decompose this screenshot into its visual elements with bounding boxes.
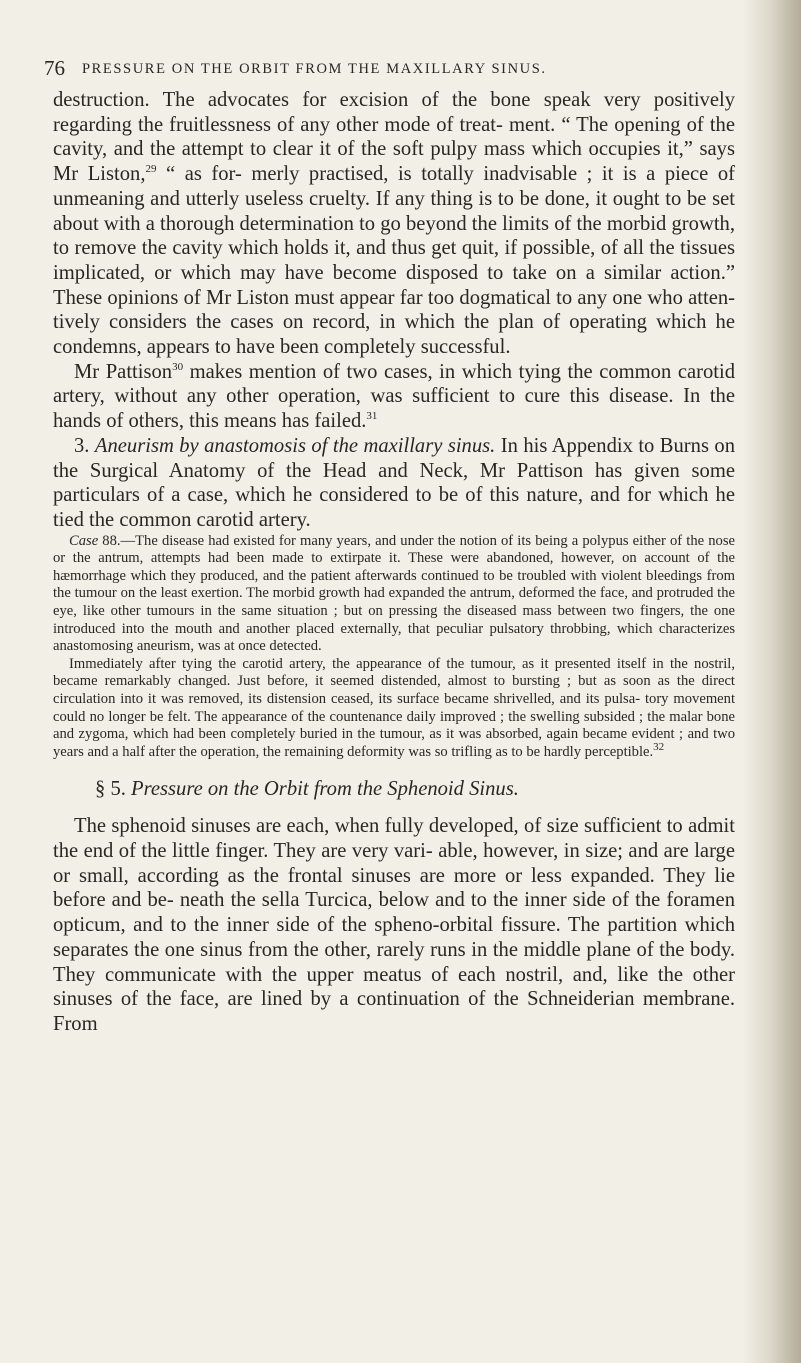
section-number: § 5.	[95, 778, 132, 801]
section-heading	[53, 778, 734, 801]
paragraph-text: destruction. The advocates for excision of the bone speak very positively regarding the fruitlessness of any other mode of treat- ment. “ The opening of the cavity, and the attempt to clear it of the soft pulpy mass which occupies it,” says Mr Liston,	[53, 89, 735, 186]
footnote-ref: 30	[172, 360, 184, 373]
page-number: 76	[44, 56, 65, 80]
footnote-ref: 29	[145, 163, 157, 176]
page-edge-shadow	[743, 0, 801, 1363]
paragraph-aneurism	[53, 434, 735, 533]
case-label: Case	[69, 532, 99, 549]
main-text-2	[53, 814, 735, 1036]
case-report	[53, 533, 735, 762]
case-paragraph-1	[53, 533, 735, 656]
section-title: Pressure on the Orbit from the Sphenoid Sinus.	[131, 778, 519, 801]
book-page	[44, 56, 734, 1037]
paragraph-text: makes mention of two cases, in which tying the common carotid artery, without any other operation, was sufficient to cure this disease. In the hands of others, this means has failed.	[53, 360, 735, 433]
paragraph-pattison	[53, 360, 735, 434]
item-heading: Aneurism by anastomosis of the maxillary sinus.	[94, 434, 496, 457]
paragraph-sphenoid: The sphenoid sinuses are each, when fully developed, of size sufficient to admit the end of the little finger. They are very vari- able, however, in size; and are large or small, according as the frontal sinuses are more or less expanded. They lie before and be- neath the sella Turcica, below and to the inner side of the foramen opticum, and to the inner side of the spheno-orbital fissure. The partition which separates the one sinus from the other, rarely runs in the middle plane of the body. They communicate with the upper meatus of each nostril, and, like the other sinuses of the face, are lined by a continuation of the Schneiderian membrane. From	[53, 815, 735, 1035]
paragraph-text: Mr Pattison	[74, 360, 173, 383]
paragraph-liston	[53, 88, 735, 360]
case-text: 88.—The disease had existed for many years, and under the notion of its being a polypus either of the nose or the antrum, attempts had been made to extirpate it. These were abandoned, however, on account of the hæmorrhage which they produced, and the patient afterwards continued to be troubled with violent bleedings from the tumour on the least exertion. The morbid growth had expanded the antrum, deformed the face, and protruded the eye, like other tumours in the same situation ; but on pressing the diseased mass between two fingers, the one introduced into the mouth and another placed externally, that peculiar pulsatory throbbing, which characterizes anastomosing aneurism, was at once detected.	[53, 532, 735, 655]
item-number: 3.	[74, 434, 95, 457]
paragraph-text: In his Appendix to Burns on the Surgical Anatomy of the Head and Neck, Mr Pattison has given some particulars of a case, which he considered to be of this nature, and for which he tied the common carotid artery.	[53, 434, 736, 531]
case-text: Immediately after tying the carotid artery, the appearance of the tumour, as it presented itself in the nostril, became remarkably changed. Just before, it seemed distended, almost to bursting ; but as soon as the direct circulation into it was removed, its distension ceased, its surface became shrivelled, and its pulsa- tory movement could no longer be felt. The appearance of the countenance daily improved ; the swelling subsided ; the malar bone and zygoma, which had been completely buried in the tumour, as it was absorbed, again became evident ; and two years and a half after the operation, the remaining deformity was so trifling as to be hardly perceptible.	[53, 655, 735, 760]
page-header	[44, 56, 734, 84]
running-title: PRESSURE ON THE ORBIT FROM THE MAXILLARY SINUS.	[82, 61, 547, 77]
main-text	[53, 88, 735, 533]
footnote-ref: 32	[653, 740, 665, 753]
case-paragraph-2	[53, 656, 735, 762]
paragraph-text: “ as for- merly practised, is totally inadvisable ; it is a piece of unmeaning and utterly useless cruelty. If any thing is to be done, it ought to be set about with a thorough determination to go beyond the limits of the morbid growth, to remove the cavity which holds it, and thus get quit, if possible, of all the tissues implicated, or which may have become disposed to take on a similar action.” These opinions of Mr Liston must appear far too dogmatical to any one who atten- tively considers the cases on record, in which the plan of operating which he condemns, appears to have been completely successful.	[53, 163, 735, 359]
footnote-ref: 31	[366, 410, 378, 423]
